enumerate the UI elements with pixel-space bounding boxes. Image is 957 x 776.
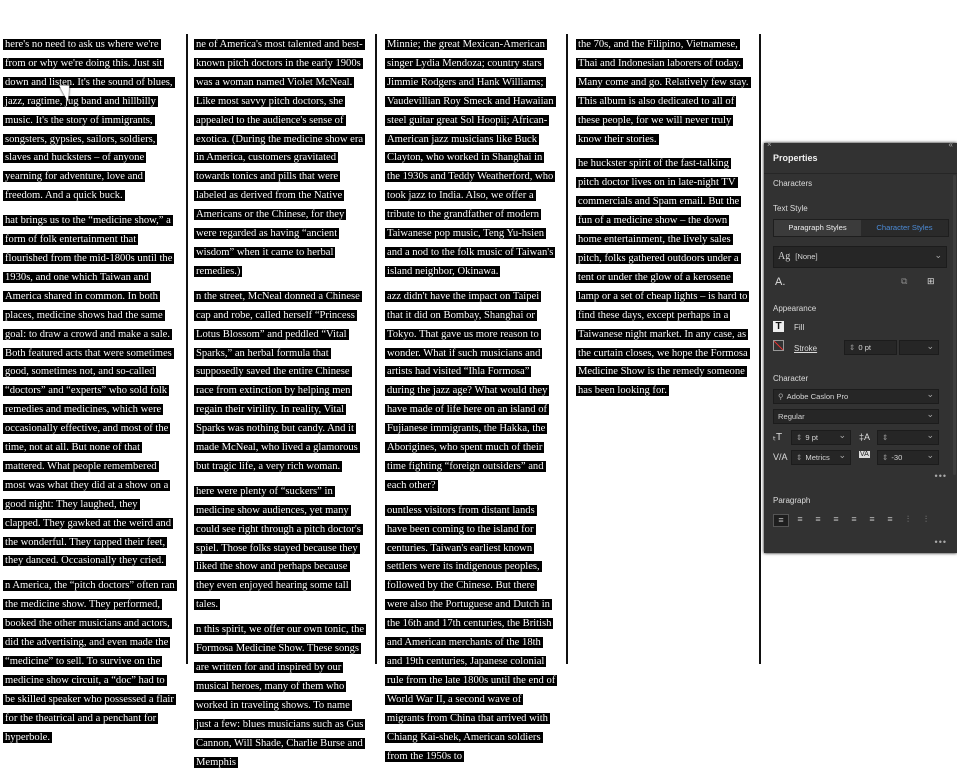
font-size-icon: ₜT bbox=[773, 432, 783, 443]
text-column-1[interactable] bbox=[3, 34, 175, 752]
justify-all-icon[interactable]: ≡ bbox=[887, 514, 893, 524]
text-column-4[interactable] bbox=[576, 34, 752, 405]
fill-swatch-icon[interactable]: T bbox=[773, 321, 784, 332]
paragraph[interactable]: n this spirit, we offer our own tonic, the Formosa Medicine Show. These songs are written for and inspired by our musical heroes, many of them who worked in traveling shows. To name just a few: blues musicians such as Gus Cannon, Will Shade, Charlie Burse and Memphis bbox=[196, 624, 365, 768]
character-style-dropdown[interactable] bbox=[773, 246, 947, 268]
text-style-heading: Text Style bbox=[773, 204, 808, 213]
new-style-icon[interactable]: ⊞ bbox=[927, 276, 935, 286]
style-value: [None] bbox=[795, 252, 818, 261]
alignment-buttons bbox=[773, 514, 933, 527]
more-character-options-icon[interactable]: ••• bbox=[934, 471, 947, 481]
collapse-icon[interactable]: « bbox=[948, 140, 953, 149]
column-divider bbox=[566, 34, 568, 664]
characters-heading: Characters bbox=[773, 179, 813, 188]
align-center-icon[interactable]: ≡ bbox=[797, 514, 803, 524]
justify-right-icon[interactable]: ≡ bbox=[869, 514, 875, 524]
column-divider bbox=[759, 34, 761, 664]
tracking-icon: VA bbox=[860, 451, 869, 458]
search-icon: ⚲ bbox=[778, 392, 784, 401]
align-right-icon[interactable]: ≡ bbox=[815, 514, 821, 524]
align-towards-spine-icon[interactable]: ⫶ bbox=[906, 514, 910, 524]
stroke-label[interactable]: Stroke bbox=[794, 344, 818, 353]
leading-field[interactable]: ⇕ ⌄ bbox=[877, 430, 939, 445]
close-icon[interactable]: × bbox=[767, 140, 772, 149]
properties-panel bbox=[764, 140, 957, 553]
font-family-dropdown[interactable]: ⚲ Adobe Caslon Pro ⌄ bbox=[773, 389, 939, 404]
paragraph[interactable]: Minnie; the great Mexican-American singer Lydia Mendoza; country stars Jimmie Rodgers and Hank Williams; Vaudevillian Roy Smeck and Hawaiian steel guitar great Sol Hoopii; African-American jazz musicians like Buck Clayton, who worked in Shanghai in the 1930s and Teddy Weatherford, who took jazz to India. Also, we offer a tribute to the grandfather of modern Taiwanese pop music, Teng Yu-hsien and a nod to the folk music of Taiwan's island neighbor, Okinawa. bbox=[387, 39, 554, 277]
kerning-icon: V/A bbox=[773, 452, 788, 462]
text-column-2[interactable] bbox=[194, 34, 366, 776]
tab-character-styles[interactable]: Character Styles bbox=[876, 223, 933, 232]
more-paragraph-options-icon[interactable]: ••• bbox=[934, 537, 947, 547]
column-divider bbox=[186, 34, 188, 664]
paragraph[interactable]: here's no need to ask us where we're from or why we're doing this. Just sit down and listen. It's the sound of blues, jazz, ragtime, jug band and hillbilly music. It's the story of immigrants, songsters, gypsies, sailors, soldiers, slaves and hucksters – of anyone yearning for adventure, love and freedom. And a quick buck. bbox=[5, 39, 173, 202]
character-heading: Character bbox=[773, 374, 809, 383]
leading-icon: ‡A bbox=[859, 432, 871, 442]
sync-style-icon[interactable]: ⧉ bbox=[901, 276, 908, 286]
style-type-toggle bbox=[773, 219, 949, 237]
align-left-icon[interactable]: ≡ bbox=[773, 514, 789, 527]
paragraph-heading: Paragraph bbox=[773, 496, 811, 505]
fill-label[interactable]: Fill bbox=[794, 323, 805, 332]
justify-left-icon[interactable]: ≡ bbox=[833, 514, 839, 524]
appearance-heading: Appearance bbox=[773, 304, 817, 313]
stroke-weight-field[interactable]: ⇕ 0 pt bbox=[844, 340, 897, 355]
stroke-swatch-icon[interactable] bbox=[773, 340, 784, 351]
align-away-spine-icon[interactable]: ⫶ bbox=[924, 514, 928, 524]
column-divider bbox=[375, 34, 377, 664]
text-column-3[interactable] bbox=[385, 34, 557, 770]
style-glyph-icon: Ag bbox=[778, 251, 791, 262]
tab-paragraph-styles[interactable]: Paragraph Styles bbox=[774, 220, 861, 236]
paragraph[interactable]: here were plenty of “suckers” in medicine show audiences, yet many could see right through a pitch doctor's spiel. Those folks stayed because they liked the show and perhaps because they even enjoyed hearing some tall tales. bbox=[196, 485, 361, 611]
stroke-weight-dropdown[interactable] bbox=[899, 340, 939, 355]
panel-title[interactable]: Properties bbox=[773, 153, 818, 163]
paragraph[interactable]: n the street, McNeal donned a Chinese cap and robe, called herself “Princess Lotus Blossom” and peddled “Vital Sparks,” an herbal formula that supposedly saved the entire Chinese race from extinction by helping men regain their virility. In reality, Vital Sparks was nothing but candy. And it made McNeal, who lived a glamorous but tragic life, a very rich woman. bbox=[196, 290, 360, 472]
paragraph[interactable]: ne of America's most talented and best-known pitch doctors in the early 1900s was a woman named Violet McNeal. Like most savvy pitch doctors, she appealed to the audience's sense of exotica. (During the medicine show era in America, customers gravitated towards tonics and pills that were labeled as derived from the Native Americans or the Chinese, for they were regarded as having “ancient wisdom” when it came to herbal remedies.) bbox=[196, 39, 364, 277]
kerning-field[interactable]: ⇕ Metrics ⌄ bbox=[791, 450, 851, 465]
font-style-dropdown[interactable]: Regular ⌄ bbox=[773, 409, 939, 424]
panel-header bbox=[764, 140, 957, 174]
panel-scrollbar[interactable] bbox=[953, 175, 956, 475]
paragraph[interactable]: the 70s, and the Filipino, Vietnamese, Thai and Indonesian laborers of today. Many come and go. Relatively few stay. This album is also dedicated to all of these people, for we will never truly know their stories. bbox=[578, 39, 749, 145]
paragraph[interactable]: n America, the “pitch doctors” often ran the medicine show. They performed, booked the other musicians and actors, did the advertising, and even made the “medicine” to sell. To survive on the medicine show circuit, a “doc” had to be skilled speaker who possessed a flair for the theatrical and a penchant for hyperbole. bbox=[5, 580, 175, 743]
paragraph[interactable]: hat brings us to the “medicine show,” a form of folk entertainment that flourished from the mid-1800s until the 1930s, and one which Taiwan and America shared in common. In both places, medicine shows had the same goal: to draw a crowd and make a sale. Both featured acts that were sometimes good, sometimes not, and so-called “doctors” and “experts” who sold folk remedies and medicines, which were occasionally effective, and most of the time, not at all. But none of that mattered. What people remembered most was what they did at a show on a good night: They laughed, they clapped. They gawked at the weird and the wonderful. They tapped their feet, they danced. Occasionally they cried. bbox=[5, 215, 173, 567]
tracking-field[interactable]: ⇕ -30 ⌄ bbox=[877, 450, 939, 465]
clear-overrides-icon[interactable]: A. bbox=[775, 276, 786, 288]
justify-center-icon[interactable]: ≡ bbox=[851, 514, 857, 524]
paragraph[interactable]: ountless visitors from distant lands have been coming to the island for centuries. Taiwan's earliest known settlers were its indigenous peoples, followed by the Chinese. But there were also the Portuguese and Dutch in the 16th and 17th centuries, the British and American merchants of the 18th and 19th centuries, Japanese colonial rule from the late 1800s until the end of World War II, a second wave of migrants from China that arrived with Chiang Kai-shek, American soldiers from the 1950s to bbox=[387, 504, 556, 762]
paragraph[interactable]: he huckster spirit of the fast-talking pitch doctor lives on in late-night TV commercials and Spam email. But the fun of a medicine show – the down home entertainment, the lively sales pitch, folks gathered outdoors under a tent or under the glow of a kerosene lamp or a set of cheap lights – is hard to find these days, except perhaps in a Taiwanese night market. In any case, as the curtain closes, we hope the Formosa Medicine Show is the remedy someone has been looking for. bbox=[578, 158, 748, 397]
paragraph[interactable]: azz didn't have the impact on Taipei that it did on Bombay, Shanghai or Tokyo. That gave us more reason to wonder. What if such musicians and artists had visited “Ihla Formosa” during the jazz age? What would they have made of life here on an island of Fujianese immigrants, the Hakka, the Aborigines, who spent much of their time fighting “foreign outsiders” and each other? bbox=[387, 290, 548, 491]
font-size-field[interactable]: ⇕ 9 pt ⌄ bbox=[791, 430, 851, 445]
